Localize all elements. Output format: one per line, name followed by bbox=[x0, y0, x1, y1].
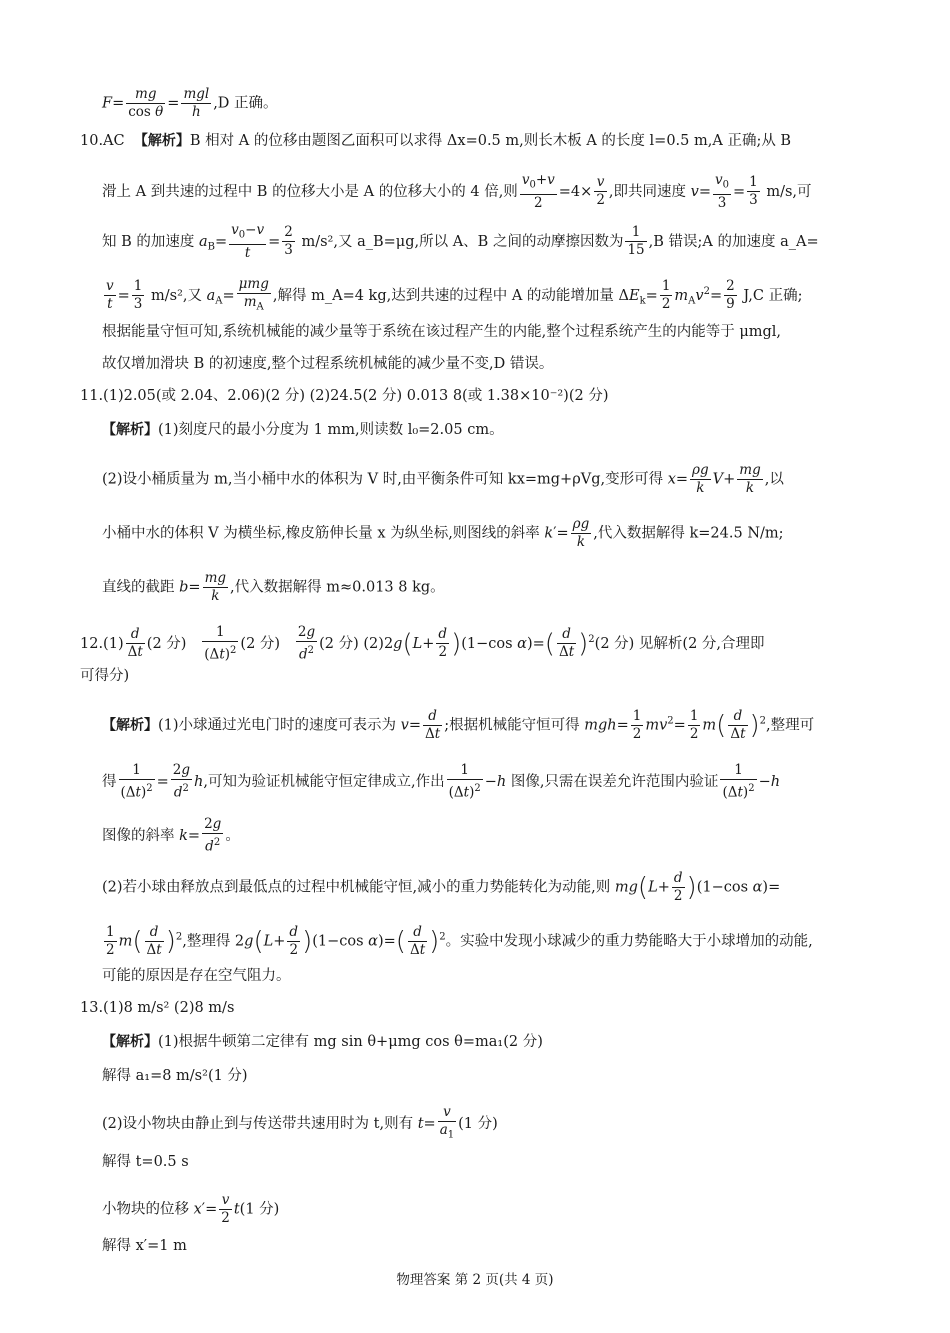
q13-analysis-2: 解得 a₁=8 m/s²(1 分) bbox=[102, 1068, 248, 1084]
page-footer: 物理答案 第 2 页(共 4 页) bbox=[396, 1272, 554, 1288]
q12-analysis-1: 【解析】(1)小球通过光电门时的速度可表示为 v= $\frac{d}{\Delta t}$ ;根据机械能守恒可得 mgh= $\frac{1}{2}$ $mv^2=$ $\frac{1}{2}$ m( $\frac{d}{\Delta t}$ )$^2$,整理可 bbox=[102, 708, 815, 742]
q12-analysis-3: 图像的斜率 k= $\frac{2g}{d^2}$ 。 bbox=[102, 816, 240, 855]
q10-line-4: $\frac{v}{t}$ = $\frac{1}{3}$ m/s²,又 $a_A=$ μmg $m_A$ ,解得 m_A=4 kg,达到共速的过程中 A 的动能增加量 $\Delta E_k=$ $\frac{1}{2}$ $m_Av^2=$ $\frac{2}{9}$ J,C 正确; bbox=[106, 276, 803, 313]
q12-answer-line: 12.(1) $\frac{d}{\Delta t}$ (2 分) $\frac{1}{(\Delta t)^2}$ (2 分) $\frac{2g}{d^2}$ (2 分) (2)2g(L+ $\frac{d}{2}$ )(1−cos α)=( $\frac{d}{\Delta t}$ )$^2$(2 分) 见解析(2 分,合理即 bbox=[80, 624, 765, 663]
q13-analysis-1: 【解析】(1)根据牛顿第二定律有 mg sin θ+μmg cos θ=ma₁(2 分) bbox=[102, 1034, 543, 1050]
q11-analysis-1: 【解析】(1)刻度尺的最小分度为 1 mm,则读数 l₀=2.05 cm。 bbox=[102, 422, 504, 438]
q12-answer-line-2: 可得分) bbox=[80, 668, 130, 684]
q11-analysis-4: 直线的截距 b= $\frac{mg}{k}$ ,代入数据解得 m≈0.013 8 kg。 bbox=[102, 570, 445, 604]
q11-answer-line: 11.(1)2.05(或 2.04、2.06)(2 分) (2)24.5(2 分) 0.013 8(或 1.38×10⁻²)(2 分) bbox=[80, 388, 609, 404]
q12-analysis-2: 得 $\frac{1}{(\Delta t)^2}$ = $\frac{2g}{d^2}$ h,可知为验证机械能守恒定律成立,作出 $\frac{1}{(\Delta t)^2}$ −h 图像,只需在误差允许范围内验证 $\frac{1}{(\Delta t)^2}$ −h bbox=[102, 762, 781, 801]
q10-line-3: 知 B 的加速度 $a_B=$ $\frac{v_0-v}{t}$ = $\frac{2}{3}$ m/s²,又 a_B=μg,所以 A、B 之间的动摩擦因数为 $\frac{1}{15}$ ,B 错误;A 的加速度 a_A= bbox=[102, 222, 819, 261]
q12-analysis-5: $\frac{1}{2}$ m( $\frac{d}{\Delta t}$ )$^2$,整理得 2g(L+ $\frac{d}{2}$ )(1−cos α)=( $\frac{d}{\Delta t}$ )$^2$。实验中发现小球减少的重力势能略大于小球增加的动能, bbox=[106, 924, 813, 958]
q13-analysis-3: (2)设小物块由静止到与传送带共速用时为 t,则有 t= $\frac{v}{a_1}$ (1 分) bbox=[102, 1104, 498, 1141]
q10-line-1: 10.AC 【解析】B 相对 A 的位移由题图乙面积可以求得 Δx=0.5 m,则长木板 A 的长度 l=0.5 m,A 正确;从 B bbox=[80, 133, 792, 149]
q9-tail-line: F= $\frac{mg}{\text{cos θ}}$ = mgl h ,D 正确。 bbox=[102, 86, 278, 120]
q13-analysis-4: 解得 t=0.5 s bbox=[102, 1154, 189, 1170]
q12-analysis-6: 可能的原因是存在空气阻力。 bbox=[102, 968, 291, 984]
q10-line-6: 故仅增加滑块 B 的初速度,整个过程系统机械能的减少量不变,D 错误。 bbox=[102, 356, 554, 372]
q11-analysis-2: (2)设小桶质量为 m,当小桶中水的体积为 V 时,由平衡条件可知 kx=mg+ρVg,变形可得 x= $\frac{\rho g}{k}$ V+ $\frac{mg}{k}$ ,以 bbox=[102, 462, 784, 496]
q13-analysis-5: 小物块的位移 x′= $\frac{v}{2}$ t(1 分) bbox=[102, 1192, 280, 1226]
q12-analysis-4: (2)若小球由释放点到最低点的过程中机械能守恒,减小的重力势能转化为动能,则 mg(L+ $\frac{d}{2}$ )(1−cos α)= bbox=[102, 870, 781, 904]
q13-answer-line: 13.(1)8 m/s² (2)8 m/s bbox=[80, 1000, 235, 1016]
q10-line-5: 根据能量守恒可知,系统机械能的减少量等于系统在该过程产生的内能,整个过程系统产生的内能等于 μmgl, bbox=[102, 324, 782, 340]
q10-line-2: 滑上 A 到共速的过程中 B 的位移大小是 A 的位移大小的 4 倍,则 $\frac{v_0+v}{2}$ =4× $\frac{v}{2}$ ,即共同速度 v= $\frac{v_0}{3}$ = $\frac{1}{3}$ m/s,可 bbox=[102, 172, 812, 211]
q11-analysis-3: 小桶中水的体积 V 为横坐标,橡皮筋伸长量 x 为纵坐标,则图线的斜率 k′= $\frac{\rho g}{k}$ ,代入数据解得 k=24.5 N/m; bbox=[102, 516, 784, 550]
q13-analysis-6: 解得 x′=1 m bbox=[102, 1238, 187, 1254]
